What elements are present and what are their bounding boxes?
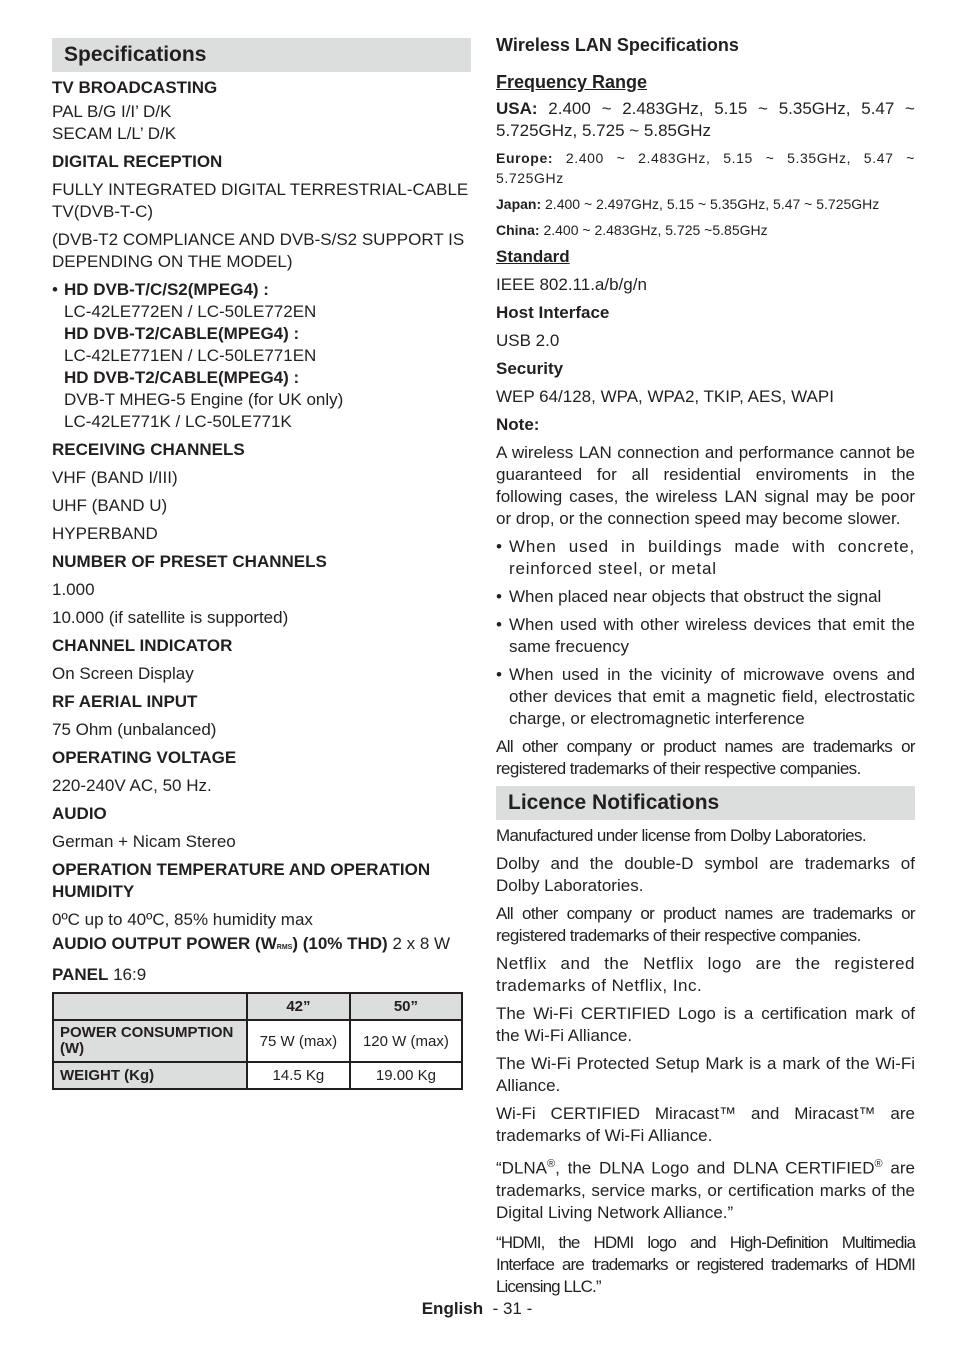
preset-channels-value-2: 10.000 (if satellite is supported)	[52, 608, 289, 627]
table-row	[53, 1020, 462, 1062]
security-value: WEP 64/128, WPA, WPA2, TKIP, AES, WAPI	[496, 387, 834, 406]
list-item	[496, 536, 915, 580]
audio-output-sub: RMS	[276, 944, 293, 951]
bullet-marker: •	[496, 665, 502, 684]
audio-output-label-end: ) (10% THD)	[292, 934, 388, 953]
host-interface-title: Host Interface	[496, 303, 610, 322]
table-row	[53, 1062, 462, 1089]
netflix-notice: Netflix and the Netflix logo are the registered trademarks of Netflix, Inc.	[496, 954, 915, 995]
dlna-text-b: , the DLNA Logo and DLNA CERTIFIED	[555, 1158, 875, 1178]
model-group-3-models: LC-42LE771K / LC-50LE771K	[64, 412, 292, 431]
wireless-lan-column	[496, 34, 915, 1304]
footer-language: English	[421, 1299, 484, 1318]
operating-voltage-value: 220-240V AC, 50 Hz.	[52, 776, 212, 795]
tv-broadcasting-heading: TV BROADCASTING	[52, 78, 218, 97]
table-header-50: 50”	[350, 993, 462, 1020]
model-group-1-models: LC-42LE772EN / LC-50LE772EN	[64, 302, 317, 321]
table-row-label: WEIGHT (Kg)	[53, 1062, 247, 1089]
audio-value: German + Nicam Stereo	[52, 832, 236, 851]
list-item	[496, 664, 915, 730]
model-list	[52, 279, 471, 433]
model-group-2-heading: HD DVB-T2/CABLE(MPEG4) :	[64, 324, 300, 343]
list-item-text: When used with other wireless devices that emit the same frecuency	[509, 615, 915, 656]
dolby-trademark: Dolby and the double-D symbol are trademarks of Dolby Laboratories.	[496, 854, 915, 895]
tv-broadcasting-line-1: PAL B/G I/I’ D/K	[52, 102, 172, 121]
china-frequency	[496, 220, 915, 240]
miracast-notice: Wi-Fi CERTIFIED Miracast™ and Miracast™ are trademarks of Wi-Fi Alliance.	[496, 1104, 915, 1145]
bullet-marker: •	[496, 615, 502, 634]
europe-label: Europe:	[496, 150, 554, 166]
wlan-title: Wireless LAN Specifications	[496, 35, 739, 55]
receiving-channels-hyperband: HYPERBAND	[52, 524, 158, 543]
model-group-3-note: DVB-T MHEG-5 Engine (for UK only)	[64, 390, 344, 409]
dlna-text-a: “DLNA	[496, 1158, 548, 1178]
list-item-text: When used in the vicinity of microwave ovens and other devices that emit a magnetic field, electrostatic charge, or electromagnetic interference	[509, 665, 915, 728]
model-group-1-heading: HD DVB-T/C/S2(MPEG4) :	[64, 280, 269, 299]
table-corner-cell	[53, 993, 247, 1020]
operating-voltage-heading: OPERATING VOLTAGE	[52, 748, 237, 767]
usa-frequency	[496, 98, 915, 142]
channel-indicator-heading: CHANNEL INDICATOR	[52, 636, 233, 655]
list-item-text: When used in buildings made with concrete, reinforced steel, or metal	[509, 537, 915, 578]
receiving-channels-heading: RECEIVING CHANNELS	[52, 440, 245, 459]
bullet-marker: •	[52, 280, 58, 299]
specifications-column	[52, 38, 471, 1090]
table-cell: 14.5 Kg	[247, 1062, 350, 1089]
digital-reception-p2: (DVB-T2 COMPLIANCE AND DVB-S/S2 SUPPORT IS DEPENDING ON THE MODEL)	[52, 230, 465, 271]
usa-value: 2.400 ~ 2.483GHz, 5.15 ~ 5.35GHz, 5.47 ~ 5.725GHz, 5.725 ~ 5.85GHz	[496, 99, 915, 140]
audio-output-line	[52, 933, 471, 959]
europe-frequency	[496, 148, 915, 188]
table-row-label: POWER CONSUMPTION (W)	[53, 1020, 247, 1062]
audio-output-value: 2 x 8 W	[392, 934, 451, 953]
standard-title: Standard	[496, 247, 570, 266]
usa-label: USA:	[496, 99, 538, 118]
list-item-text: When placed near objects that obstruct the signal	[509, 587, 882, 606]
digital-reception-p1: FULLY INTEGRATED DIGITAL TERRESTRIAL-CABLE TV(DVB-T-C)	[52, 180, 469, 221]
temperature-heading: OPERATION TEMPERATURE AND OPERATION HUMIDITY	[52, 860, 431, 901]
preset-channels-heading: NUMBER OF PRESET CHANNELS	[52, 552, 327, 571]
trademarks-notice-1: All other company or product names are trademarks or registered trademarks of their respective companies.	[496, 737, 915, 778]
japan-label: Japan:	[496, 196, 542, 212]
wifi-protected-notice: The Wi-Fi Protected Setup Mark is a mark of the Wi-Fi Alliance.	[496, 1054, 915, 1095]
registered-mark: ®	[547, 1158, 556, 1170]
china-label: China:	[496, 222, 540, 238]
note-title: Note:	[496, 415, 540, 434]
rf-input-value: 75 Ohm (unbalanced)	[52, 720, 217, 739]
rf-input-heading: RF AERIAL INPUT	[52, 692, 198, 711]
temperature-value: 0ºC up to 40ºC, 85% humidity max	[52, 910, 313, 929]
table-cell: 120 W (max)	[350, 1020, 462, 1062]
bullet-marker: •	[496, 537, 503, 556]
dolby-license: Manufactured under license from Dolby Laboratories.	[496, 826, 867, 845]
japan-value: 2.400 ~ 2.497GHz, 5.15 ~ 5.35GHz, 5.47 ~ 5.725GHz	[545, 196, 880, 212]
spec-table	[52, 992, 463, 1090]
europe-value: 2.400 ~ 2.483GHz, 5.15 ~ 5.35GHz, 5.47 ~ 5.725GHz	[496, 150, 915, 186]
list-item	[496, 586, 915, 608]
page-number: - 31 -	[492, 1299, 533, 1318]
specifications-title: Specifications	[52, 38, 471, 72]
audio-output-label: AUDIO OUTPUT POWER (W	[52, 934, 277, 953]
receiving-channels-vhf: VHF (BAND I/III)	[52, 468, 178, 487]
dlna-text-c: are trademarks, service marks, or certification marks of the Digital Living Network Alliance.”	[496, 1158, 915, 1222]
frequency-range-title: Frequency Range	[496, 72, 648, 92]
audio-heading: AUDIO	[52, 804, 107, 823]
trademarks-notice-2: All other company or product names are trademarks or registered trademarks of their respective companies.	[496, 904, 915, 945]
japan-frequency	[496, 194, 915, 214]
standard-value: IEEE 802.11.a/b/g/n	[496, 275, 647, 294]
dlna-notice	[496, 1153, 915, 1224]
security-title: Security	[496, 359, 564, 378]
host-interface-value: USB 2.0	[496, 331, 560, 350]
receiving-channels-uhf: UHF (BAND U)	[52, 496, 168, 515]
note-text: A wireless LAN connection and performance cannot be guaranteed for all residential enviroments in the following cases, the wireless LAN signal may be poor or drop, or the connection speed may become slower.	[496, 443, 915, 528]
table-header-42: 42”	[247, 993, 350, 1020]
channel-indicator-value: On Screen Display	[52, 664, 194, 683]
tv-broadcasting-line-2: SECAM L/L’ D/K	[52, 124, 177, 143]
model-group-2-models: LC-42LE771EN / LC-50LE771EN	[64, 346, 317, 365]
list-item	[496, 614, 915, 658]
table-cell: 75 W (max)	[247, 1020, 350, 1062]
licence-notifications-title: Licence Notifications	[496, 786, 915, 820]
hdmi-notice: “HDMI, the HDMI logo and High-Definition Multimedia Interface are trademarks or registered trademarks of HDMI Licensing LLC.”	[496, 1232, 915, 1296]
panel-value: 16:9	[113, 965, 147, 984]
preset-channels-value-1: 1.000	[52, 580, 95, 599]
digital-reception-heading: DIGITAL RECEPTION	[52, 152, 223, 171]
table-header-row	[53, 993, 462, 1020]
model-group-3-heading: HD DVB-T2/CABLE(MPEG4) :	[64, 368, 300, 387]
china-value: 2.400 ~ 2.483GHz, 5.725 ~5.85GHz	[543, 222, 768, 238]
panel-line	[52, 964, 471, 986]
wifi-certified-notice: The Wi-Fi CERTIFIED Logo is a certification mark of the Wi-Fi Alliance.	[496, 1004, 915, 1045]
panel-label: PANEL	[52, 965, 109, 984]
page-footer	[0, 1299, 954, 1319]
registered-mark: ®	[874, 1158, 883, 1170]
table-cell: 19.00 Kg	[350, 1062, 462, 1089]
bullet-marker: •	[496, 587, 502, 606]
